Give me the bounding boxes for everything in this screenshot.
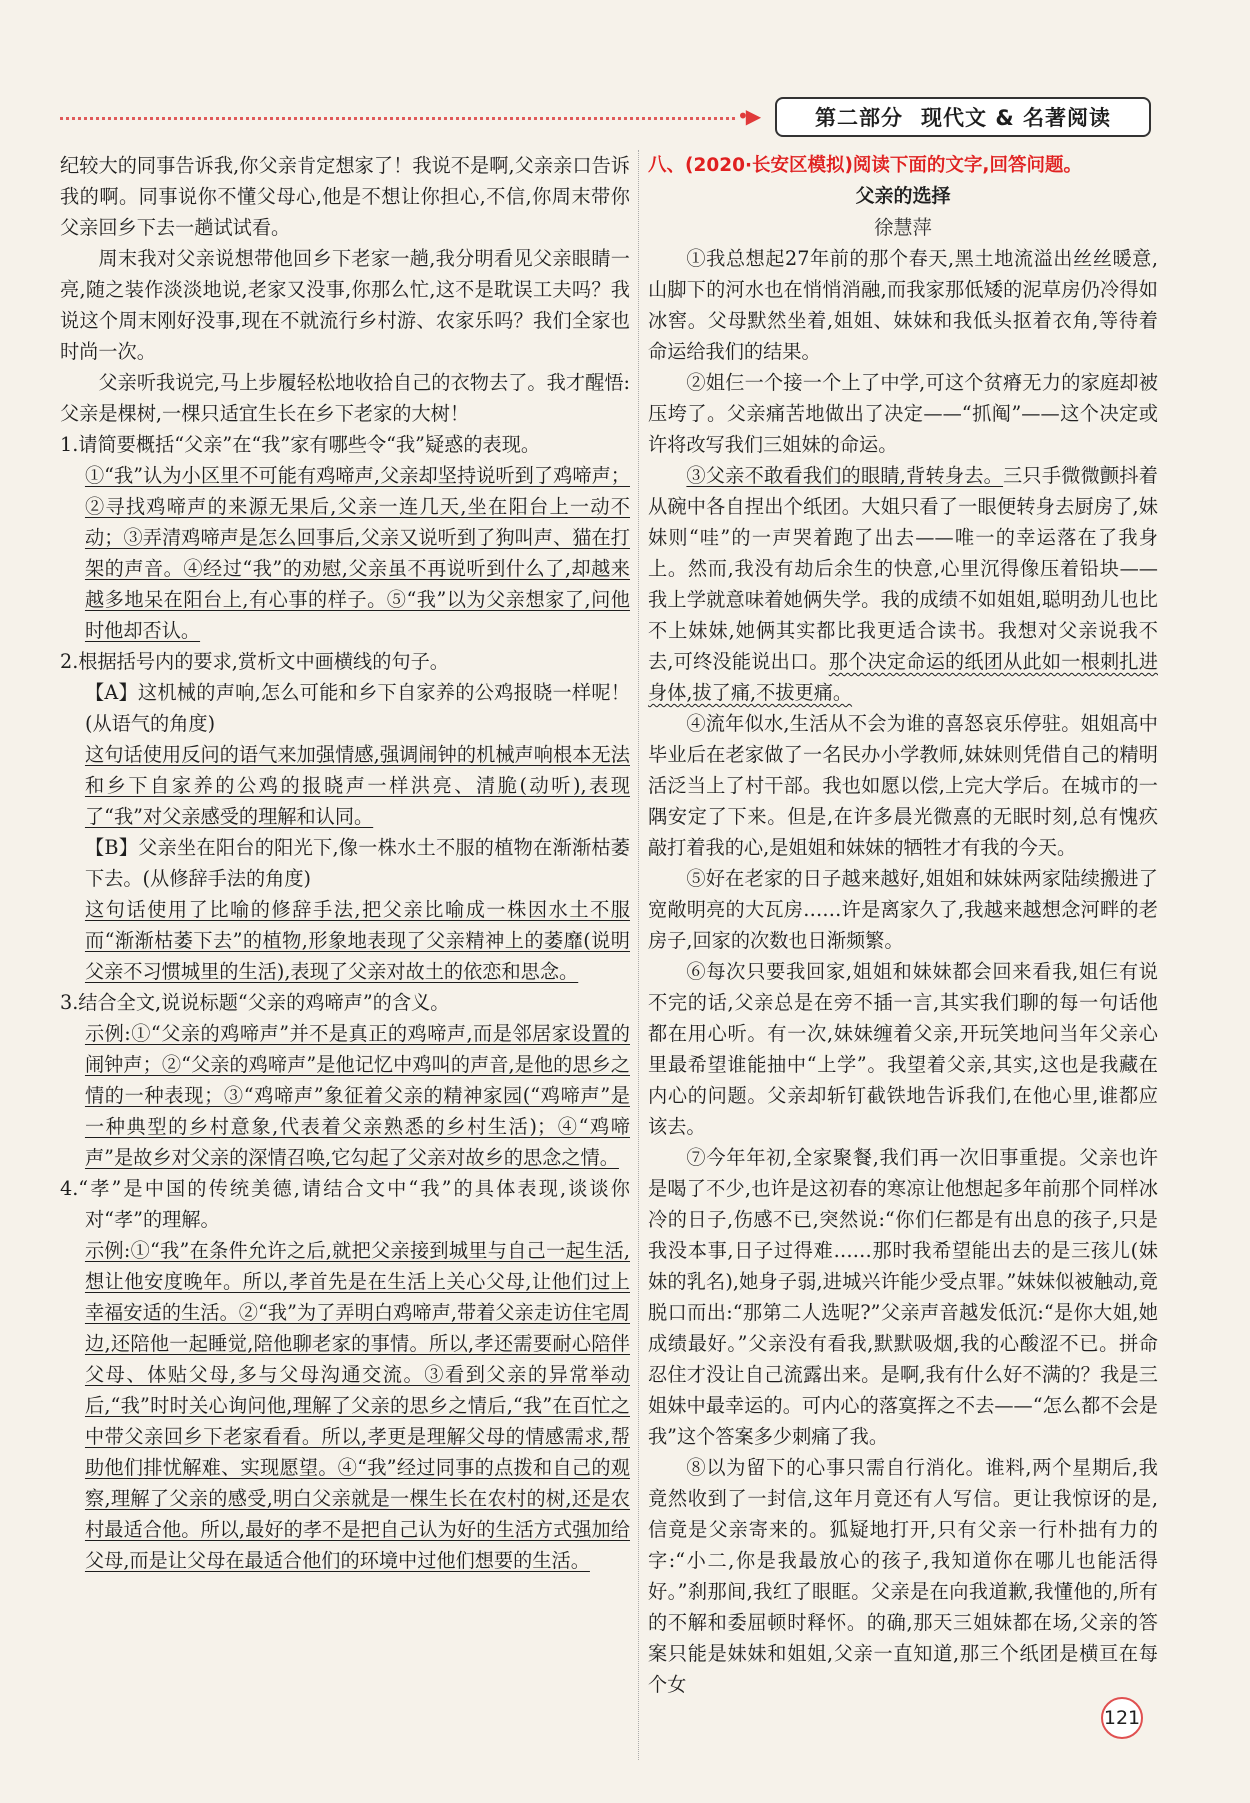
article-paragraph: ②姐仨一个接一个上了中学,可这个贫瘠无力的家庭却被压垮了。父亲痛苦地做出了决定——“抓阄”——这个决定或许将改写我们三姐妹的命运。 xyxy=(648,371,1158,456)
story-paragraph: 纪较大的同事告诉我,你父亲肯定想家了！我说不是啊,父亲亲口告诉我的啊。同事说你不懂父母心,他是不想让你担心,不信,你周末带你父亲回乡下去一趟试试看。 xyxy=(60,154,630,239)
article-author: 徐慧萍 xyxy=(874,216,932,239)
question-1: 1.请简要概括“父亲”在“我”家有哪些令“我”疑惑的表现。 xyxy=(60,433,541,456)
question-2b: 【B】父亲坐在阳台的阳光下,像一株水土不服的植物在渐渐枯萎下去。(从修辞手法的角度) xyxy=(84,836,630,890)
article-paragraph: ①我总想起27年前的那个春天,黑土地流溢出丝丝暖意,山脚下的河水也在悄悄消融,而我家那低矮的泥草房仍冷得如冰窖。父母默然坐着,姐姐、妹妹和我低头抠着衣角,等待着命运给我们的结果。 xyxy=(648,247,1158,363)
exercise-heading: 八、(2020·长安区模拟)阅读下面的文字,回答问题。 xyxy=(648,155,1082,176)
article-paragraph: ⑥每次只要我回家,姐姐和妹妹都会回来看我,姐仨有说不完的话,父亲总是在旁不插一言,其实我们聊的每一句话他都在用心听。有一次,妹妹缠着父亲,开玩笑地问当年父亲心里最希望谁能抽中“上学”。我望着父亲,其实,这也是我藏在内心的问题。父亲却斩钉截铁地告诉我们,在他心里,谁都应该去。 xyxy=(648,960,1158,1138)
article-paragraph xyxy=(648,460,1158,708)
article-paragraph: ⑤好在老家的日子越来越好,姐姐和妹妹两家陆续搬进了宽敞明亮的大瓦房……许是离家久了,我越来越想念河畔的老房子,回家的次数也日渐频繁。 xyxy=(648,867,1158,952)
header-section: 现代文 & 名著阅读 xyxy=(921,106,1111,130)
column-divider xyxy=(638,150,639,1760)
answer-3: 示例:①“父亲的鸡啼声”并不是真正的鸡啼声,而是邻居家设置的闹钟声；②“父亲的鸡啼声”是他记忆中鸡叫的声音,是他的思乡之情的一种表现；③“鸡啼声”象征着父亲的精神家园(“鸡啼声”是一种典型的乡村意象,代表着父亲熟悉的乡村生活)；④“鸡啼声”是故乡对父亲的深情召唤,它勾起了父亲对故乡的思念之情。 xyxy=(84,1022,630,1169)
question-3: 3.结合全文,说说标题“父亲的鸡啼声”的含义。 xyxy=(60,991,450,1014)
right-column xyxy=(648,150,1158,1700)
story-paragraph: 父亲听我说完,马上步履轻松地收拾自己的衣物去了。我才醒悟:父亲是棵树,一棵只适宜生长在乡下老家的大树！ xyxy=(60,371,630,425)
question-4: 4.“孝”是中国的传统美德,请结合文中“我”的具体表现,谈谈你对“孝”的理解。 xyxy=(60,1177,630,1231)
answer-2b: 这句话使用了比喻的修辞手法,把父亲比喻成一株因水土不服而“渐渐枯萎下去”的植物,形象地表现了父亲精神上的萎靡(说明父亲不习惯城里的生活),表现了父亲对故土的依恋和思念。 xyxy=(84,898,630,983)
question-2: 2.根据括号内的要求,赏析文中画横线的句子。 xyxy=(60,650,449,673)
article-paragraph: ⑧以为留下的心事只需自行消化。谁料,两个星期后,我竟然收到了一封信,这年月竟还有人写信。更让我惊讶的是,信竟是父亲寄来的。狐疑地打开,只有父亲一行朴拙有力的字:“小二,你是我最放心的孩子,我知道你在哪儿也能活得好。”刹那间,我红了眼眶。父亲是在向我道歉,我懂他的,所有的不解和委屈顿时释怀。的确,那天三姐妹都在场,父亲的答案只能是妹妹和姐姐,父亲一直知道,那三个纸团是横亘在每个女 xyxy=(648,1456,1158,1696)
answer-4: 示例:①“我”在条件允许之后,就把父亲接到城里与自己一起生活,想让他安度晚年。所以,孝首先是在生活上关心父母,让他们过上幸福安适的生活。②“我”为了弄明白鸡啼声,带着父亲走访住宅周边,还陪他一起睡觉,陪他聊老家的事情。所以,孝还需要耐心陪伴父母、体贴父母,多与父母沟通交流。③看到父亲的异常举动后,“我”时时关心询问他,理解了父亲的思乡之情后,“我”在百忙之中带父亲回乡下老家看看。所以,孝更是理解父母的情感需求,帮助他们排忧解难、实现愿望。④“我”经过同事的点拨和自己的观察,理解了父亲的感受,明白父亲就是一棵生长在农村的树,还是农村最适合他。所以,最好的孝不是把自己认为好的生活方式强加给父母,而是让父母在最适合他们的环境中过他们想要的生活。 xyxy=(84,1239,630,1572)
article-paragraph: ⑦今年年初,全家聚餐,我们再一次旧事重提。父亲也许是喝了不少,也许是这初春的寒凉让他想起多年前那个同样冰冷的日子,伤感不已,突然说:“你们仨都是有出息的孩子,只是我没本事,日子过得难……那时我希望能出去的是三孩儿(妹妹的乳名),她身子弱,进城兴许能少受点罪。”妹妹似被触动,竟脱口而出:“那第二人选呢?”父亲声音越发低沉:“是你大姐,她成绩最好。”父亲没有看我,默默吸烟,我的心酸涩不已。拼命忍住才没让自己流露出来。是啊,我有什么好不满的？我是三姐妹中最幸运的。可内心的落寞挥之不去——“怎么都不会是我”这个答案多少刺痛了我。 xyxy=(648,1146,1158,1448)
header-part: 第二部分 xyxy=(815,106,904,130)
article-paragraph: ④流年似水,生活从不会为谁的喜怒哀乐停驻。姐姐高中毕业后在老家做了一名民办小学教师,妹妹则凭借自己的精明活泛当上了村干部。我也如愿以偿,上完大学后。在城市的一隅安定了下来。但是,在许多晨光微熹的无眠时刻,总有愧疚敲打着我的心,是姐姐和妹妹的牺牲才有我的今天。 xyxy=(648,712,1158,859)
section-header xyxy=(775,97,1151,137)
article-title: 父亲的选择 xyxy=(855,185,951,207)
header-dotted-line xyxy=(60,117,735,120)
underlined-sentence: ③父亲不敢看我们的眼睛,背转身去。 xyxy=(686,464,1004,487)
story-paragraph: 周末我对父亲说想带他回乡下老家一趟,我分明看见父亲眼睛一亮,随之装作淡淡地说,老家又没事,你那么忙,这不是耽误工夫吗？我说这个周末刚好没事,现在不就流行乡村游、农家乐吗？我们全家也时尚一次。 xyxy=(60,247,630,363)
answer-1: ①“我”认为小区里不可能有鸡啼声,父亲却坚持说听到了鸡啼声；②寻找鸡啼声的来源无果后,父亲一连几天,坐在阳台上一动不动；③弄清鸡啼声是怎么回事后,父亲又说听到了狗叫声、猫在打架的声音。④经过“我”的劝慰,父亲虽不再说听到什么了,却越来越多地呆在阳台上,有心事的样子。⑤“我”以为父亲想家了,问他时他却否认。 xyxy=(84,464,630,642)
header-arrow-icon: •▶ xyxy=(737,104,759,128)
question-2a: 【A】这机械的声响,怎么可能和乡下自家养的公鸡报晓一样呢！(从语气的角度) xyxy=(84,681,630,735)
left-column xyxy=(60,150,630,1576)
paragraph-text: 三只手微微颤抖着从碗中各自捏出个纸团。大姐只看了一眼便转身去厨房了,妹妹则“哇”的一声哭着跑了出去——唯一的幸运落在了我身上。然而,我没有劫后余生的快意,心里沉得像压着铅块——我上学就意味着她俩失学。我的成绩不如姐姐,聪明劲儿也比不上妹妹,她俩其实都比我更适合读书。我想对父亲说我不去,可终没能说出口。 xyxy=(648,464,1158,673)
wavy-underlined-sentence: 那个决定命运的纸团从此如一根刺扎进身体,拔了痛,不拔更痛。 xyxy=(648,650,1158,704)
answer-2a: 这句话使用反问的语气来加强情感,强调闹钟的机械声响根本无法和乡下自家养的公鸡的报晓声一样洪亮、清脆(动听),表现了“我”对父亲感受的理解和认同。 xyxy=(84,743,630,828)
page-number: 121 xyxy=(1101,1697,1143,1739)
